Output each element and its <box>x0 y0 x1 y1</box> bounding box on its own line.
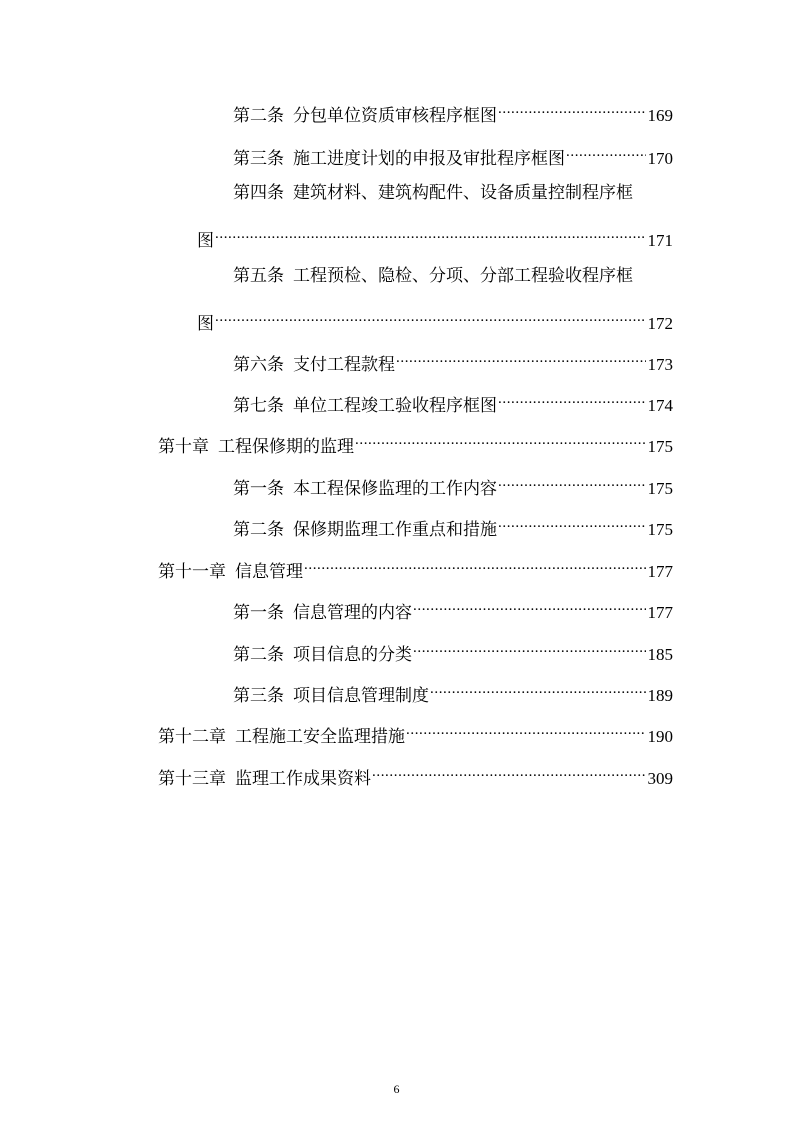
toc-entry-label: 第三条 <box>233 149 284 169</box>
dot-leader <box>498 511 646 535</box>
toc-entry[interactable] <box>233 470 673 501</box>
dot-leader <box>498 97 646 121</box>
toc-entry-title: 监理工作成果资料 <box>235 769 371 789</box>
toc-entry-title: 项目信息的分类 <box>293 645 412 665</box>
toc-chapter-entry[interactable] <box>158 718 673 749</box>
toc-entry-page: 190 <box>647 727 673 746</box>
toc-entry-page: 189 <box>647 686 673 705</box>
toc-entry-label: 第二条 <box>233 106 284 126</box>
dot-leader <box>215 222 646 246</box>
toc-entry-page: 309 <box>647 769 673 788</box>
toc-entry-page: 177 <box>647 603 673 622</box>
toc-chapter-entry[interactable] <box>158 760 673 791</box>
toc-entry-label: 第十三章 <box>158 769 226 789</box>
toc-entry-label: 第七条 <box>233 396 284 416</box>
toc-entry-title: 项目信息管理制度 <box>293 686 429 706</box>
toc-entry-page: 171 <box>647 231 673 250</box>
toc-entry-title: 本工程保修监理的工作内容 <box>293 479 497 499</box>
toc-entry-title: 工程保修期的监理 <box>218 437 354 457</box>
toc-entry-title: 信息管理 <box>235 562 303 582</box>
toc-entry-title: 支付工程款程 <box>293 355 395 375</box>
toc-entry-page: 169 <box>647 106 673 125</box>
toc-entry-label: 第十一章 <box>158 562 226 582</box>
dot-leader <box>304 553 646 577</box>
toc-entry-page: 185 <box>647 645 673 664</box>
toc-entry[interactable] <box>233 677 673 708</box>
page-number: 6 <box>393 1082 400 1096</box>
toc-chapter-entry[interactable] <box>158 553 673 584</box>
dot-leader <box>430 677 646 701</box>
toc-entry-page: 175 <box>647 479 673 498</box>
toc-entry-title: 信息管理的内容 <box>293 603 412 623</box>
toc-chapter-entry[interactable] <box>158 428 673 459</box>
toc-entry-continuation[interactable] <box>197 222 673 253</box>
dot-leader <box>406 718 646 742</box>
toc-entry-title: 单位工程竣工验收程序框图 <box>293 396 497 416</box>
toc-entry-label: 第二条 <box>233 520 284 540</box>
dot-leader <box>413 636 646 660</box>
toc-entry-title: 建筑材料、建筑构配件、设备质量控制程序框 <box>293 183 633 203</box>
toc-entry-page: 175 <box>647 437 673 456</box>
toc-entry-title: 工程预检、隐检、分项、分部工程验收程序框 <box>293 266 633 286</box>
toc-entry[interactable] <box>233 181 673 205</box>
toc-entry-label: 第一条 <box>233 479 284 499</box>
toc-entry-page: 172 <box>647 314 673 333</box>
dot-leader <box>396 346 646 370</box>
dot-leader <box>413 594 646 618</box>
toc-entry-page: 173 <box>647 355 673 374</box>
toc-entry[interactable] <box>233 140 673 171</box>
toc-entry-label: 第十二章 <box>158 727 226 747</box>
toc-entry-title: 工程施工安全监理措施 <box>235 727 405 747</box>
toc-entry[interactable] <box>233 594 673 625</box>
toc-entry-continuation[interactable] <box>197 305 673 336</box>
toc-entry-label: 第三条 <box>233 686 284 706</box>
toc-entry-title: 施工进度计划的申报及审批程序框图 <box>293 149 565 169</box>
toc-entry[interactable] <box>233 264 673 288</box>
toc-entry[interactable] <box>233 511 673 542</box>
toc-entry-label: 第一条 <box>233 603 284 623</box>
toc-entry-label: 第四条 <box>233 183 284 203</box>
toc-entry[interactable] <box>233 636 673 667</box>
dot-leader <box>372 760 646 784</box>
toc-entry-page: 175 <box>647 520 673 539</box>
toc-entry-page: 174 <box>647 396 673 415</box>
toc-entry[interactable] <box>233 97 673 128</box>
toc-entry-title: 图 <box>197 314 214 334</box>
dot-leader <box>355 428 646 452</box>
dot-leader <box>498 387 646 411</box>
dot-leader <box>498 470 646 494</box>
toc-entry-page: 170 <box>647 149 673 168</box>
toc-entry-page: 177 <box>647 562 673 581</box>
dot-leader <box>215 305 646 329</box>
toc-entry-label: 第六条 <box>233 355 284 375</box>
toc-entry[interactable] <box>233 387 673 418</box>
toc-entry[interactable] <box>233 346 673 377</box>
toc-entry-label: 第十章 <box>158 437 209 457</box>
toc-entry-title: 图 <box>197 231 214 251</box>
toc-entry-title: 保修期监理工作重点和措施 <box>293 520 497 540</box>
dot-leader <box>566 140 646 164</box>
toc-entry-label: 第二条 <box>233 645 284 665</box>
toc-entry-label: 第五条 <box>233 266 284 286</box>
toc-entry-title: 分包单位资质审核程序框图 <box>293 106 497 126</box>
